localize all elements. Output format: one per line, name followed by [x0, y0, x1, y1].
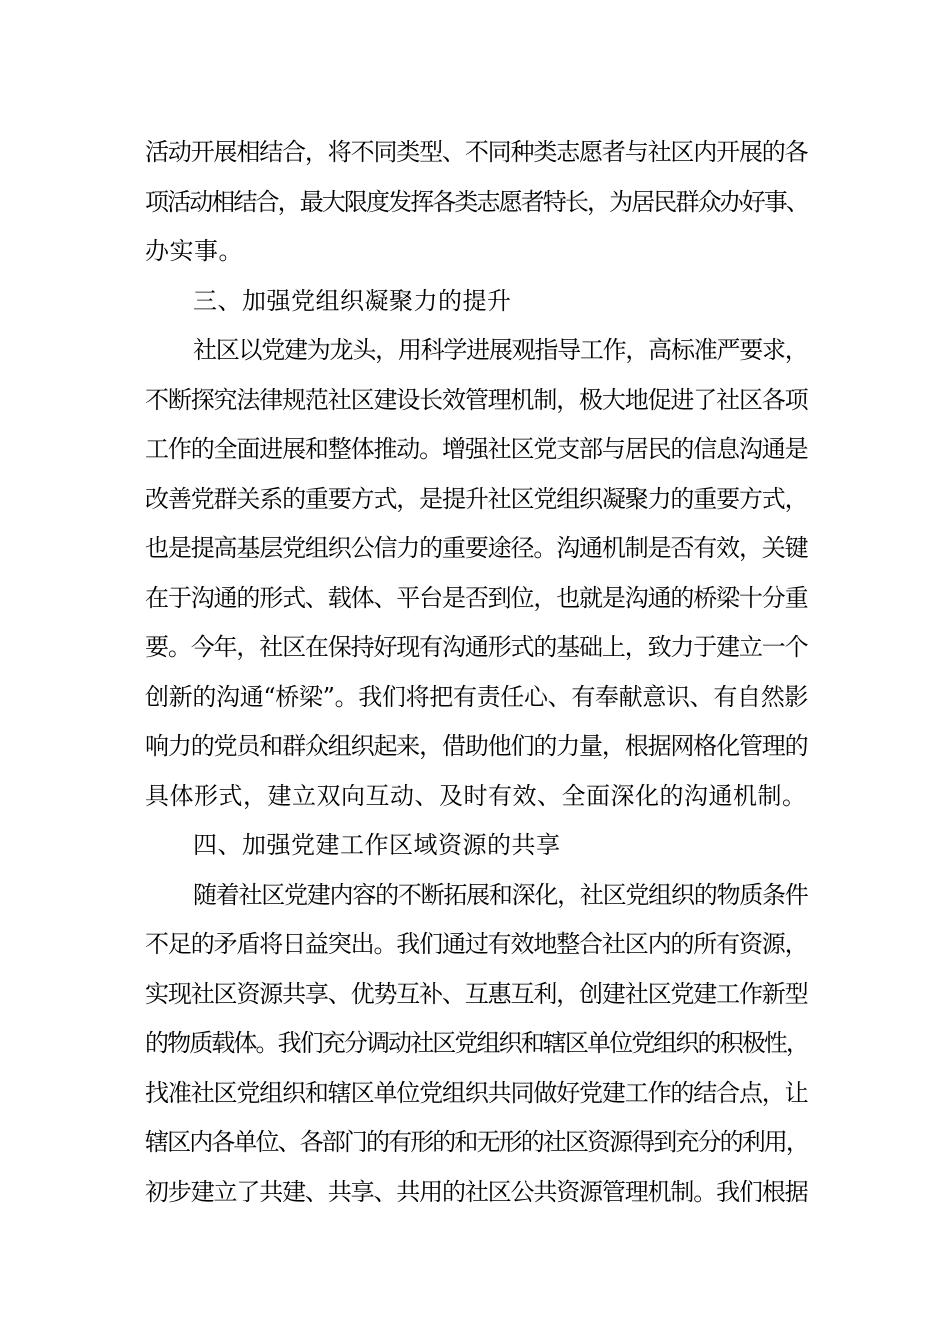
text-line: 响力的党员和群众组织起来，借助他们的力量，根据网格化管理的	[145, 732, 808, 760]
text-line: 也是提高基层党组织公信力的重要途径。沟通机制是否有效，关键	[145, 534, 808, 562]
text-line: 不足的矛盾将日益突出。我们通过有效地整合社区内的所有资源，	[145, 930, 808, 958]
text-line: 实现社区资源共享、优势互补、互惠互利，创建社区党建工作新型	[145, 980, 808, 1008]
text-line: 在于沟通的形式、载体、平台是否到位，也就是沟通的桥梁十分重	[145, 584, 808, 612]
text-line: 要。今年，社区在保持好现有沟通形式的基础上，致力于建立一个	[145, 633, 808, 661]
text-line: 的物质载体。我们充分调动社区党组织和辖区单位党组织的积极性，	[145, 1029, 808, 1057]
text-line: 随着社区党建内容的不断拓展和深化，社区党组织的物质条件	[193, 881, 808, 909]
text-line: 不断探究法律规范社区建设长效管理机制，极大地促进了社区各项	[145, 386, 808, 414]
text-line: 辖区内各单位、各部门的有形的和无形的社区资源得到充分的利用，	[145, 1128, 808, 1156]
section-heading: 四、加强党建工作区域资源的共享	[193, 831, 561, 859]
text-line: 社区以党建为龙头，用科学进展观指导工作，高标准严要求，	[193, 336, 808, 364]
text-line: 具体形式，建立双向互动、及时有效、全面深化的沟通机制。	[145, 782, 807, 810]
text-line: 项活动相结合，最大限度发挥各类志愿者特长，为居民群众办好事、	[145, 188, 808, 216]
text-line: 找准社区党组织和辖区单位党组织共同做好党建工作的结合点，让	[145, 1079, 808, 1107]
text-line: 改善党群关系的重要方式，是提升社区党组织凝聚力的重要方式，	[145, 485, 808, 513]
text-line: 办实事。	[145, 237, 243, 265]
section-heading: 三、加强党组织凝聚力的提升	[193, 287, 512, 315]
text-line: 工作的全面进展和整体推动。增强社区党支部与居民的信息沟通是	[145, 435, 808, 463]
text-line: 创新的沟通“桥梁”。我们将把有责任心、有奉献意识、有自然影	[145, 683, 809, 711]
text-line: 活动开展相结合，将不同类型、不同种类志愿者与社区内开展的各	[145, 138, 808, 166]
text-line: 初步建立了共建、共享、共用的社区公共资源管理机制。我们根据	[145, 1178, 808, 1206]
